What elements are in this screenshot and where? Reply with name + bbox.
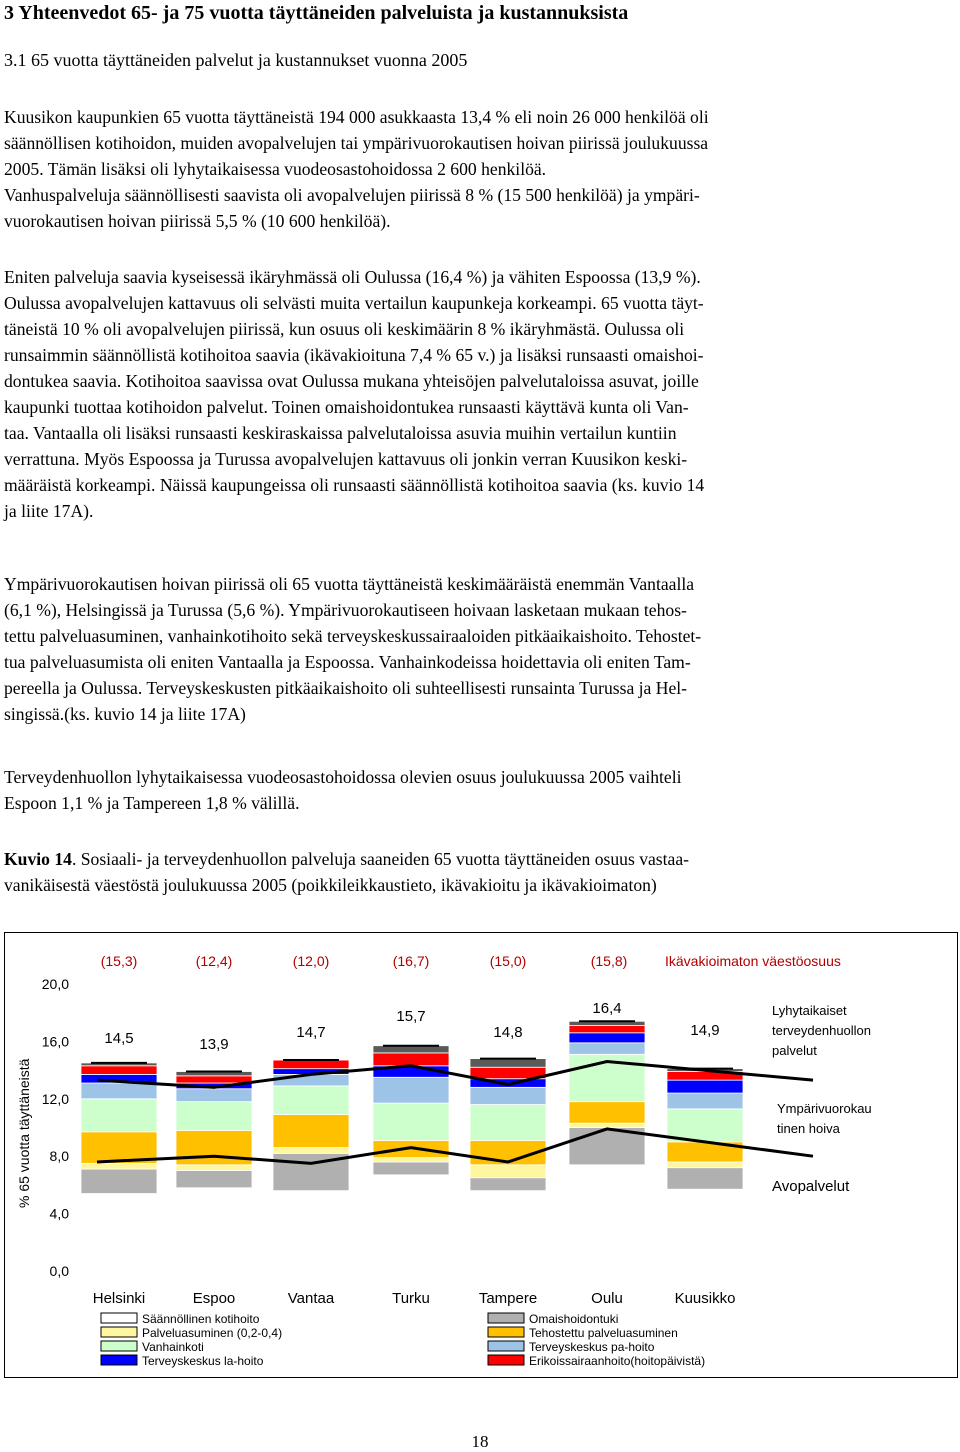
short-term-label: Lyhytaikaiset: [772, 1003, 847, 1018]
x-tick-label: Tampere: [478, 1290, 538, 1307]
bar-segment: [470, 1105, 546, 1141]
bar-segment: [569, 1165, 645, 1271]
bar-segment: [667, 1093, 743, 1109]
bar-segment: [273, 1060, 349, 1069]
text-line: verrattuna. Myös Espoossa ja Turussa avopalvelujen kattavuus oli jonkin verran Kuusikon keski-: [4, 449, 688, 469]
bar-segment: [373, 1162, 449, 1175]
bar-segment: [176, 1102, 252, 1131]
paragraph-1: [4, 104, 956, 234]
section-heading: 3 Yhteenvedot 65- ja 75 vuotta täyttäneiden palveluista ja kustannuksista: [4, 2, 629, 24]
text-line: Vanhuspalveluja säännöllisesti saavista oli avopalvelujen piirissä 8 % (15 500 henkilöä) ja ympäri-: [4, 185, 700, 205]
legend-swatch: [101, 1313, 137, 1323]
x-tick-label: Vantaa: [287, 1290, 335, 1307]
page-number: 18: [471, 1432, 489, 1451]
y-tick-label: 4,0: [49, 1205, 69, 1222]
total-value-label: 14,5: [104, 1030, 134, 1047]
bar-segment: [176, 1076, 252, 1083]
text-line: tua palveluasumista oli eniten Vantaalla ja Espoossa. Vanhainkodeissa hoidettavia oli eniten Tam-: [4, 652, 691, 672]
legend-label: Säännöllinen kotihoito: [142, 1312, 260, 1326]
short-term-label: terveydenhuollon: [772, 1023, 872, 1038]
unadjusted-legend-label: Ikävakioimaton väestöosuus: [665, 953, 841, 969]
text-line: dontukea saavia. Kotihoitoa saavissa ovat Oulussa mukana yhteisöjen palvelutaloissa asuvat, joille: [4, 371, 699, 391]
bar-segment: [667, 1168, 743, 1190]
text-line: ja liite 17A).: [4, 501, 94, 521]
unadjusted-share-label: (15,0): [489, 953, 527, 969]
legend-label: Terveyskeskus pa-hoito: [529, 1340, 655, 1354]
bar-segment: [569, 1026, 645, 1033]
text-line: Espoon 1,1 % ja Tampereen 1,8 % välillä.: [4, 793, 300, 813]
bar-segment: [569, 1123, 645, 1127]
bar-segment: [81, 1066, 157, 1075]
stacked-bar-chart: [5, 933, 957, 1377]
text-line: säännöllisen kotihoidon, muiden avopalvelujen tai ympärivuorokautisen hoivan piirissä joulukuussa: [4, 133, 709, 153]
bar-segment: [667, 1162, 743, 1168]
bar-segment: [373, 1046, 449, 1053]
bar-segment: [569, 1043, 645, 1054]
legend-swatch: [488, 1355, 524, 1365]
bar-segment: [273, 1086, 349, 1115]
bar-segment: [470, 1165, 546, 1178]
text-line: runsaimmin säännöllistä kotihoitoa saavia (ikävakioituna 7,4 % 65 v.) ja lisäksi runsaasti omaishoi-: [4, 345, 704, 365]
bar-segment: [273, 1148, 349, 1154]
caption-text: . Sosiaali- ja terveydenhuollon palveluja saaneiden 65 vuotta täyttäneiden osuus vastaa-: [71, 849, 690, 869]
total-value-label: 14,9: [690, 1022, 720, 1039]
text-line: määräistä korkeampi. Näissä kaupungeissa oli runsaasti säännöllistä kotihoitoa saavia (ks. kuvio 14: [4, 475, 705, 495]
text-line: pereella ja Oulussa. Terveyskeskusten pitkäaikaishoito oli suhteellisesti runsainta Turussa ja Hel-: [4, 678, 688, 698]
x-tick-label: Espoo: [192, 1290, 236, 1307]
unadjusted-share-label: (12,4): [195, 953, 233, 969]
text-line: 2005. Tämän lisäksi oli lyhytaikaisessa vuodeosastohoidossa 2 600 henkilöä.: [4, 159, 547, 179]
figure-label: Kuvio 14: [4, 849, 72, 869]
bar-segment: [176, 1089, 252, 1102]
bar-segment: [373, 1103, 449, 1140]
bar-segment: [373, 1158, 449, 1162]
legend-swatch: [101, 1341, 137, 1351]
bar-segment: [273, 1191, 349, 1271]
y-tick-label: 20,0: [41, 976, 69, 992]
text-line: taa. Vantaalla oli lisäksi runsaasti keskiraskaissa palvelutaloissa asuvia muihin vertailun kuntiin: [4, 423, 677, 443]
figure-caption: [4, 846, 956, 898]
bar-segment: [373, 1053, 449, 1066]
x-tick-label: Oulu: [591, 1290, 623, 1307]
bar-segment: [273, 1074, 349, 1085]
legend-label: Tehostettu palveluasuminen: [529, 1326, 678, 1340]
bar-segment: [81, 1083, 157, 1099]
y-tick-label: 16,0: [41, 1033, 69, 1050]
bar-segment: [667, 1080, 743, 1093]
legend-swatch: [488, 1327, 524, 1337]
text-line: vuorokautisen hoivan piirissä 5,5 % (10 600 henkilöä).: [4, 211, 391, 231]
bar-segment: [273, 1115, 349, 1148]
bar-segment: [176, 1165, 252, 1171]
bar-segment: [470, 1087, 546, 1104]
text-line: (6,1 %), Helsingissä ja Turussa (5,6 %). Ympärivuorokautiseen hoivaan lasketaan mukaan tehos-: [4, 600, 687, 620]
text-line: Ympärivuorokautisen hoivan piirissä oli 65 vuotta täyttäneistä keskimääräistä enemmän Vantaalla: [4, 574, 695, 594]
legend-swatch: [488, 1313, 524, 1323]
total-value-label: 14,8: [493, 1024, 523, 1041]
outpatient-label: Avopalvelut: [772, 1178, 850, 1195]
bar-segment: [470, 1059, 546, 1068]
total-value-label: 14,7: [296, 1024, 326, 1041]
bar-segment: [569, 1033, 645, 1043]
bar-segment: [569, 1102, 645, 1124]
round-the-clock-label: tinen hoiva: [777, 1121, 840, 1136]
bar-segment: [470, 1191, 546, 1271]
bar-segment: [373, 1175, 449, 1271]
round-the-clock-label: Ympärivuorokau: [777, 1101, 872, 1116]
legend-label: Omaishoidontuki: [529, 1312, 619, 1326]
bar-segment: [667, 1189, 743, 1271]
x-tick-label: Kuusikko: [674, 1290, 736, 1307]
unadjusted-share-label: (16,7): [392, 953, 430, 969]
unadjusted-share-label: (15,3): [100, 953, 138, 969]
legend-swatch: [101, 1327, 137, 1337]
bar-segment: [81, 1099, 157, 1132]
legend-label: Vanhainkoti: [142, 1340, 204, 1354]
text-line: täneistä 10 % oli avopalvelujen piirissä, kun osuus oli keskimäärin 8 % ikäryhmästä. Oulussa oli: [4, 319, 685, 339]
legend-label: Erikoissairaanhoito(hoitopäivistä): [529, 1354, 706, 1368]
legend-swatch: [101, 1355, 137, 1365]
bar-segment: [373, 1077, 449, 1103]
bar-segment: [470, 1178, 546, 1191]
legend-label: Terveyskeskus la-hoito: [142, 1354, 264, 1368]
text-line: Eniten palveluja saavia kyseisessä ikäryhmässä oli Oulussa (16,4 %) ja vähiten Espoossa (13,9 %).: [4, 267, 701, 287]
text-line: Kuusikon kaupunkien 65 vuotta täyttäneistä 194 000 asukkaasta 13,4 % eli noin 26 000 henkilöä oli: [4, 107, 709, 127]
paragraph-4: [4, 764, 956, 816]
chart-frame: [4, 932, 958, 1378]
text-line: Oulussa avopalvelujen kattavuus oli selvästi muita vertailun kaupunkeja korkeampi. 65 vuotta täyt-: [4, 293, 704, 313]
paragraph-3: [4, 571, 956, 727]
unadjusted-share-label: (15,8): [590, 953, 628, 969]
paragraph-2: [4, 264, 956, 524]
bar-segment: [81, 1163, 157, 1169]
legend-swatch: [488, 1341, 524, 1351]
total-value-label: 13,9: [199, 1036, 229, 1053]
unadjusted-share-label: (12,0): [292, 953, 330, 969]
text-line: Terveydenhuollon lyhytaikaisessa vuodeosastohoidossa olevien osuus joulukuussa 2005 vaihteli: [4, 767, 682, 787]
y-tick-label: 8,0: [49, 1148, 69, 1165]
bar-segment: [176, 1171, 252, 1188]
x-tick-label: Turku: [392, 1290, 430, 1307]
text-line: kaupunki tuottaa kotihoidon palvelut. Toinen omaishoidontukea runsaasti käyttävä kunta oli Van-: [4, 397, 689, 417]
text-line: tettu palveluasuminen, vanhainkotihoito sekä terveyskeskussairaaloiden pitkäaikaishoito. Tehostet-: [4, 626, 702, 646]
short-term-label: palvelut: [772, 1043, 817, 1058]
text-line: singissä.(ks. kuvio 14 ja liite 17A): [4, 704, 246, 724]
x-tick-label: Helsinki: [92, 1290, 146, 1307]
y-tick-label: 0,0: [49, 1263, 69, 1279]
bar-segment: [176, 1188, 252, 1271]
y-tick-label: 12,0: [41, 1090, 69, 1107]
bar-segment: [81, 1169, 157, 1193]
legend-label: Palveluasuminen (0,2-0,4): [142, 1326, 283, 1340]
subsection-heading: 3.1 65 vuotta täyttäneiden palvelut ja kustannukset vuonna 2005: [4, 50, 468, 70]
total-value-label: 16,4: [592, 1000, 622, 1017]
total-value-label: 15,7: [396, 1008, 426, 1025]
caption-text-2: vanikäisestä väestöstä joulukuussa 2005 (poikkileikkaustieto, ikävakioitu ja ikävakioimaton): [4, 875, 657, 895]
y-axis-title: % 65 vuotta täyttäneistä: [16, 1058, 32, 1208]
bar-segment: [81, 1194, 157, 1271]
